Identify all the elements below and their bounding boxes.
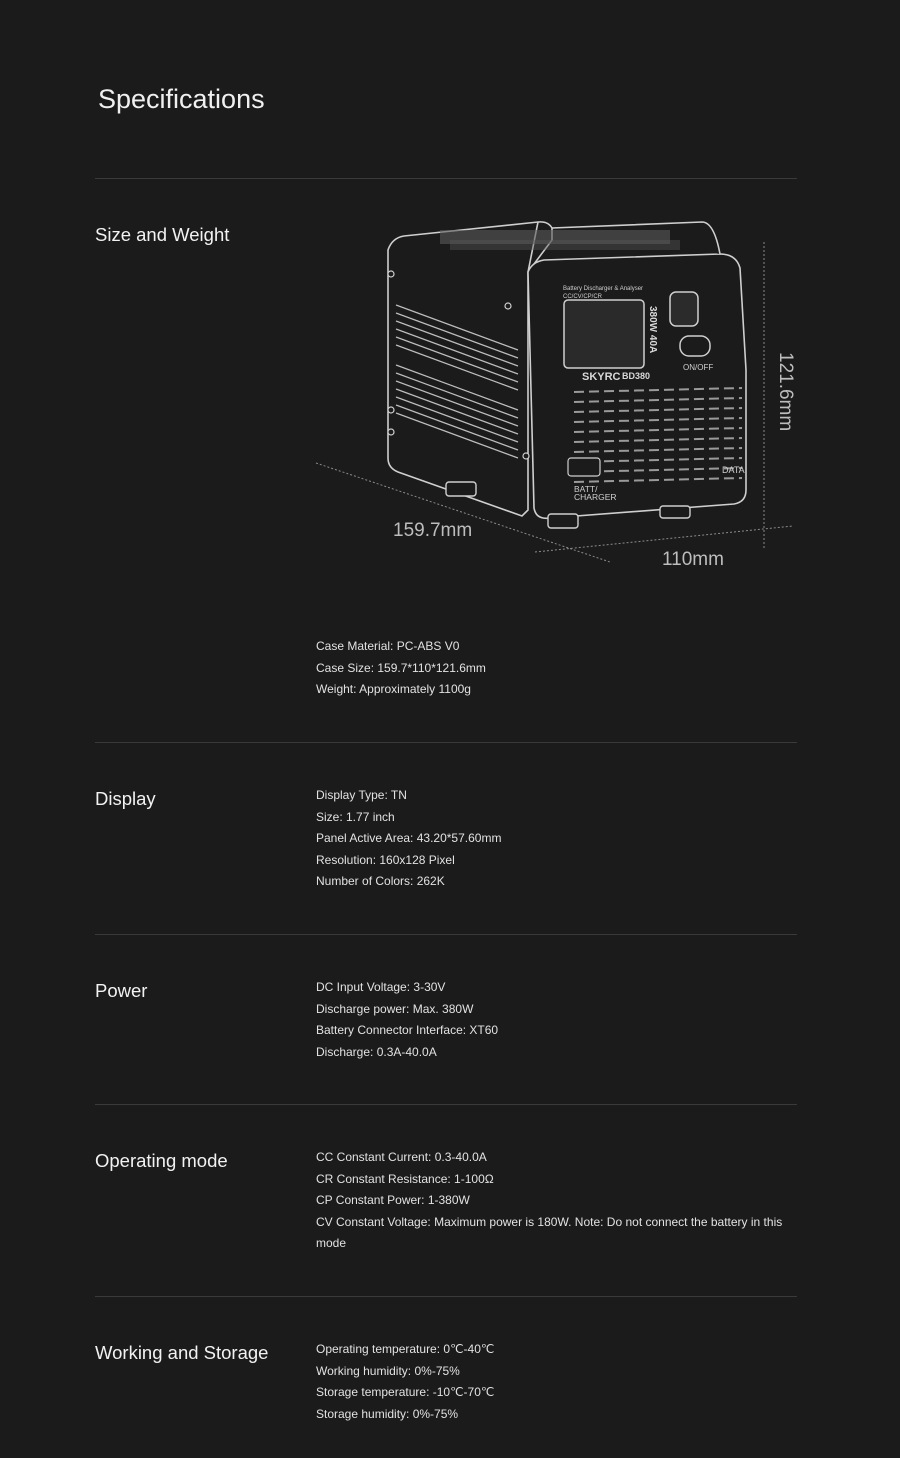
spec-item: CC Constant Current: 0.3-40.0A bbox=[316, 1150, 487, 1164]
section-divider bbox=[95, 1296, 797, 1297]
spec-item: Size: 1.77 inch bbox=[316, 809, 395, 824]
panel-subtitle: Battery Discharger & Analyser bbox=[563, 286, 644, 292]
spec-item: Discharge: 0.3A-40.0A bbox=[316, 1044, 437, 1059]
dimension-height-label: 121.6mm bbox=[775, 352, 796, 432]
spec-item: Display Type: TN bbox=[316, 788, 407, 802]
spec-item: Resolution: 160x128 Pixel bbox=[316, 852, 455, 867]
lcd-screen bbox=[564, 300, 644, 368]
spec-item: DC Input Voltage: 3-30V bbox=[316, 980, 446, 994]
spec-list-power bbox=[316, 977, 796, 1063]
panel-modes: CC/CV/CP/CR bbox=[563, 294, 603, 300]
spec-item: Working humidity: 0%-75% bbox=[316, 1363, 460, 1378]
spec-list-size-weight bbox=[316, 636, 796, 701]
section-title-display: Display bbox=[95, 788, 156, 809]
spec-item: Panel Active Area: 43.20*57.60mm bbox=[316, 831, 502, 845]
section-divider bbox=[95, 178, 797, 179]
dimension-width-label: 110mm bbox=[662, 549, 724, 570]
spec-item: Operating temperature: 0℃-40℃ bbox=[316, 1342, 495, 1356]
page-title: Specifications bbox=[98, 84, 265, 114]
section-divider bbox=[95, 934, 797, 935]
spec-item: Storage temperature: -10℃-70℃ bbox=[316, 1385, 495, 1399]
spec-item: Storage humidity: 0%-75% bbox=[316, 1406, 459, 1421]
spec-item: Discharge power: Max. 380W bbox=[316, 1001, 474, 1016]
spec-item: Battery Connector Interface: XT60 bbox=[316, 1023, 499, 1037]
spec-item: CP Constant Power: 1-380W bbox=[316, 1193, 470, 1207]
section-title-size-weight: Size and Weight bbox=[95, 224, 230, 245]
rating-label: 380W 40A bbox=[647, 306, 658, 354]
section-title-operating-mode: Operating mode bbox=[95, 1150, 228, 1171]
spec-item: Case Size: 159.7*110*121.6mm bbox=[316, 660, 486, 675]
switch-label: ON/OFF bbox=[683, 363, 714, 372]
port-label-left: BATT/ CHARGER bbox=[574, 484, 617, 502]
model-label: BD380 bbox=[622, 371, 651, 381]
section-title-power: Power bbox=[95, 980, 148, 1001]
port-label-right: DATA bbox=[722, 465, 745, 475]
spec-item: CR Constant Resistance: 1-100Ω bbox=[316, 1171, 494, 1186]
top-vents bbox=[440, 230, 680, 250]
power-button-icon bbox=[680, 336, 710, 356]
product-dimension-diagram bbox=[300, 210, 820, 590]
brand-logo: SKYRC bbox=[582, 371, 621, 383]
section-divider bbox=[95, 1104, 797, 1105]
section-title-working-storage: Working and Storage bbox=[95, 1342, 269, 1363]
spec-item: Case Material: PC-ABS V0 bbox=[316, 639, 460, 653]
spec-list-display bbox=[316, 785, 796, 893]
rotary-knob-icon bbox=[670, 292, 698, 326]
spec-item: Weight: Approximately 1100g bbox=[316, 682, 471, 696]
xt60-port-icon bbox=[568, 458, 600, 476]
dimension-length-label: 159.7mm bbox=[393, 520, 473, 541]
spec-list-working-storage bbox=[316, 1339, 796, 1425]
spec-item: CV Constant Voltage: Maximum power is 180W. Note: Do not connect the battery in this mode bbox=[316, 1214, 783, 1250]
spec-item: Number of Colors: 262K bbox=[316, 874, 445, 888]
spec-list-operating-mode bbox=[316, 1147, 796, 1255]
section-divider bbox=[95, 742, 797, 743]
